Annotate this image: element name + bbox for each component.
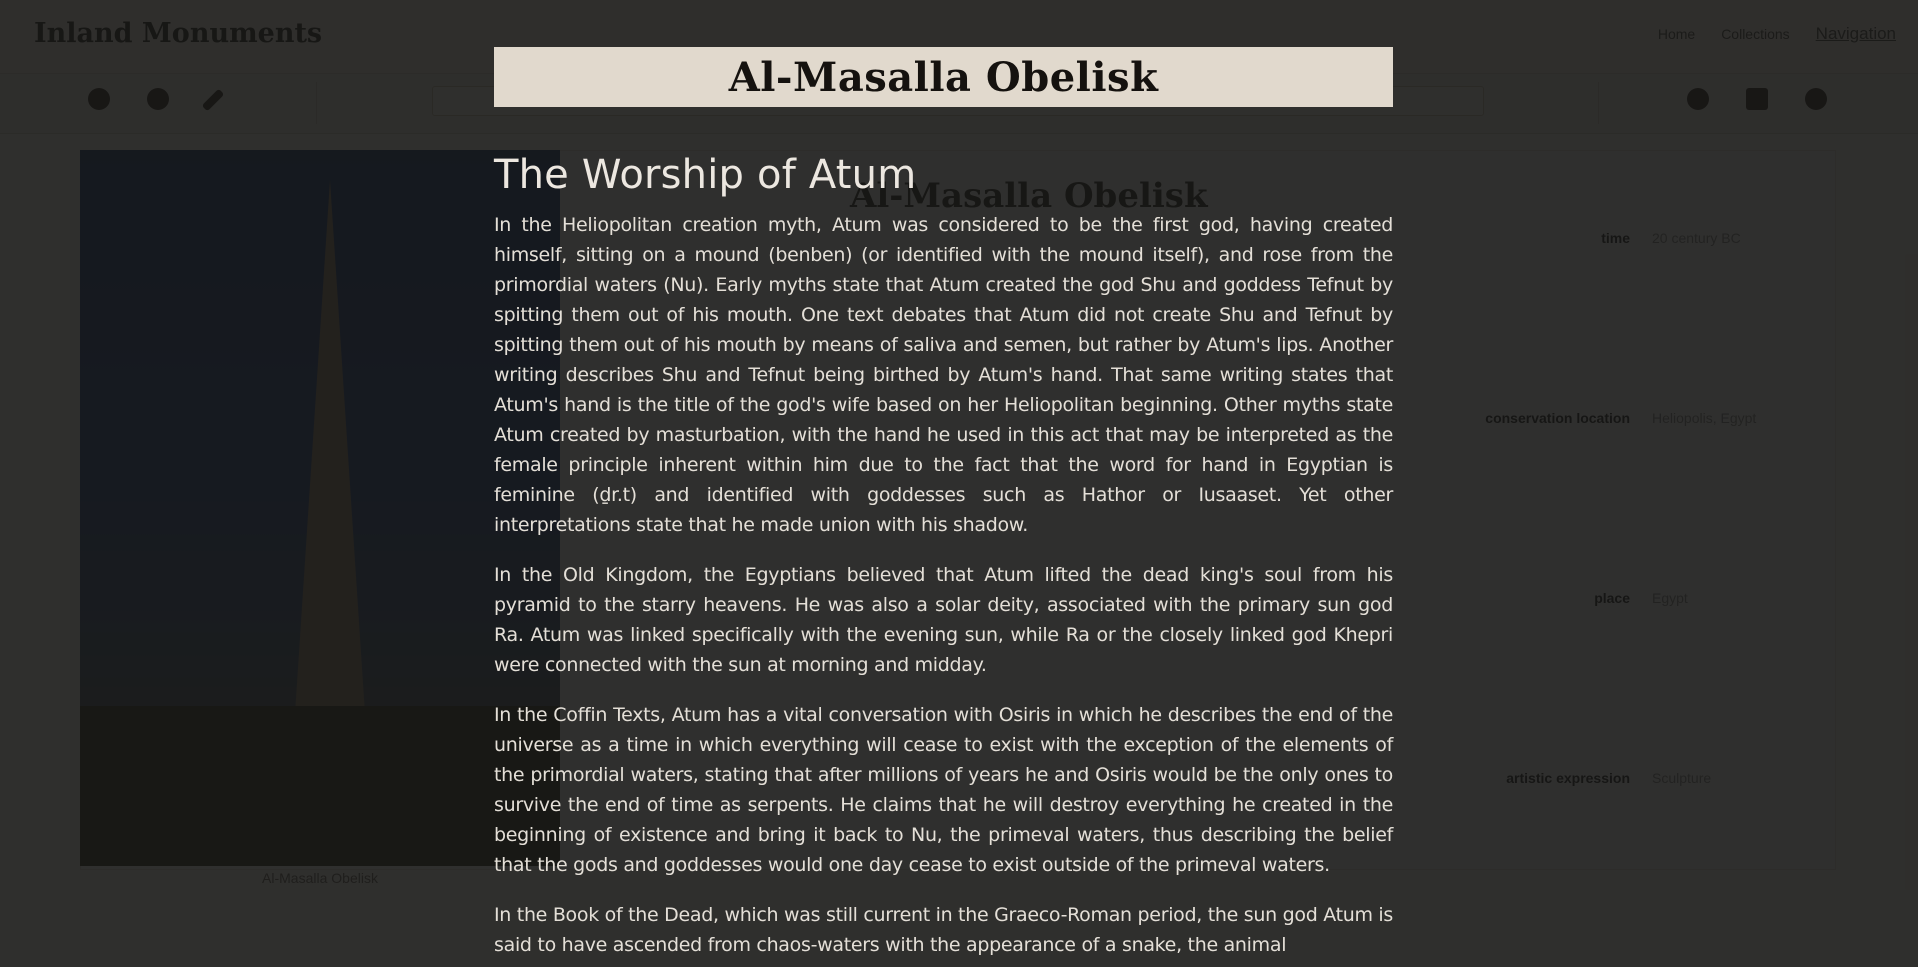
article-paragraph: In the Old Kingdom, the Egyptians believed that Atum lifted the dead king's soul from his pyramid to the starry heavens. He was also a solar deity, associated with the primary sun god Ra. Atum was linked specifically with the evening sun, while Ra or the closely linked god Khepri were connected with the sun at morning and midday.	[494, 564, 1393, 676]
article-paragraph: In the Heliopolitan creation myth, Atum was considered to be the first god, having created himself, sitting on a mound (benben) (or identified with the mound itself), and rose from the primordial waters (Nu). Early myths state that Atum created the god Shu and goddess Tefnut by spitting them out of his mouth. One text debates that Atum did not create Shu and Tefnut by spitting them out of his mouth by means of saliva and semen, but rather by Atum's lips. Another writing describes Shu and Tefnut being birthed by Atum's hand. That same writing states that Atum's hand is the title of the god's wife based on her Heliopolitan beginning. Other myths state Atum created by masturbation, with the hand he used in this act that may be interpreted as the female principle inherent within him due to the fact that the word for hand in Egyptian is feminine (ḏr.t) and identified with goddesses such as Hathor or Iusaaset. Yet other interpretations state that he made union with his shadow.	[494, 214, 1393, 536]
section-heading: The Worship of Atum	[494, 152, 917, 198]
article-paragraph: In the Coffin Texts, Atum has a vital conversation with Osiris in which he describes the end of the universe as a time in which everything will cease to exist with the exception of the elements of the primordial waters, stating that after millions of years he and Osiris would be the only ones to survive the end of time as serpents. He claims that he will destroy everything he created in the beginning of existence and bring it back to Nu, the primeval waters, thus describing the belief that the gods and goddesses would one day cease to exist outside of the primeval waters.	[494, 704, 1393, 876]
modal-title-banner	[494, 47, 1393, 107]
article-body	[494, 152, 1393, 967]
article-paragraph: In the Book of the Dead, which was still current in the Graeco-Roman period, the sun god Atum is said to have ascended from chaos-waters with the appearance of a snake, the animal	[494, 904, 1393, 956]
modal-title: Al-Masalla Obelisk	[728, 53, 1159, 101]
